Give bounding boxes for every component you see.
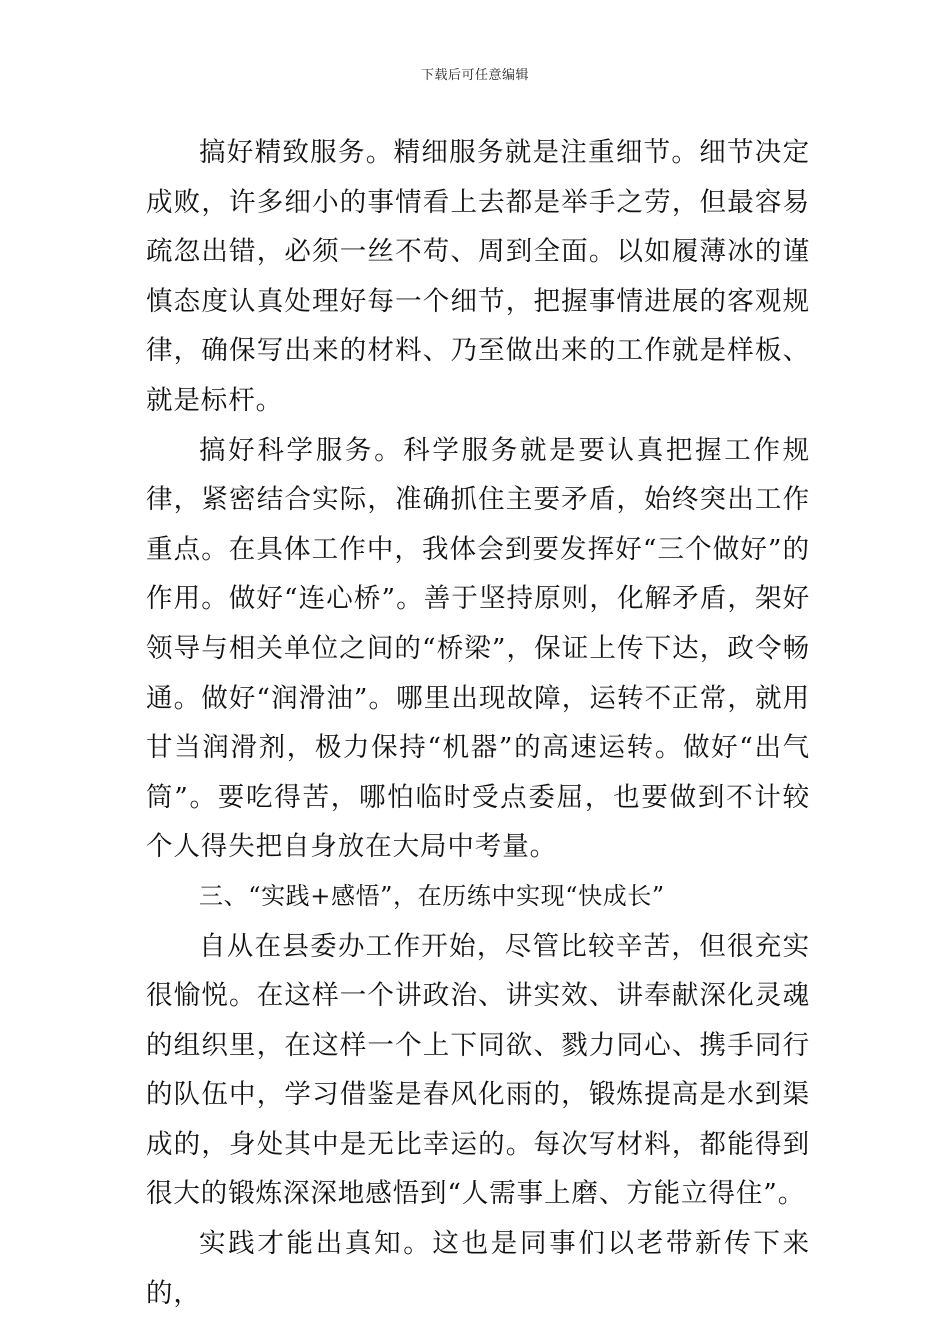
- paragraph-work-experience: 自从在县委办工作开始，尽管比较辛苦，但很充实很愉悦。在这样一个讲政治、讲实效、讲奉献深化灵魂的组织里，在这样一个上下同欲、戮力同心、携手同行的队伍中，学习借鉴是春风化雨的，锻炼提高是水到渠成的，身处其中是无比幸运的。每次写材料，都能得到很大的锻炼深深地感悟到“人需事上磨、方能立得住”。: [146, 930, 810, 1210]
- paragraph-scientific-service: 搞好科学服务。科学服务就是要认真把握工作规律，紧密结合实际，准确抓住主要矛盾，始终突出工作重点。在具体工作中，我体会到要发挥好“三个做好”的作用。做好“连心桥”。善于坚持原则，化解矛盾，架好领导与相关单位之间的“桥梁”，保证上传下达，政令畅通。做好“润滑油”。哪里出现故障，运转不正常，就用甘当润滑剂，极力保持“机器”的高速运转。做好“出气筒”。要吃得苦，哪怕临时受点委屈，也要做到不计较个人得失把自身放在大局中考量。: [146, 434, 810, 863]
- document-body: [146, 128, 810, 1318]
- paragraph-fine-service: 搞好精致服务。精细服务就是注重细节。细节决定成败，许多细小的事情看上去都是举手之劳，但最容易疏忽出错，必须一丝不苟、周到全面。以如履薄冰的谨慎态度认真处理好每一个细节，把握事情进展的客观规律，确保写出来的材料、乃至做出来的工作就是样板、就是标杆。: [146, 137, 810, 416]
- section-heading: 三、“实践+感悟”，在历练中实现“快成长”: [199, 881, 665, 910]
- paragraph-practice: 实践才能出真知。这也是同事们以老带新传下来的，: [146, 1228, 810, 1309]
- page-header: 下载后可任意编辑: [420, 68, 529, 83]
